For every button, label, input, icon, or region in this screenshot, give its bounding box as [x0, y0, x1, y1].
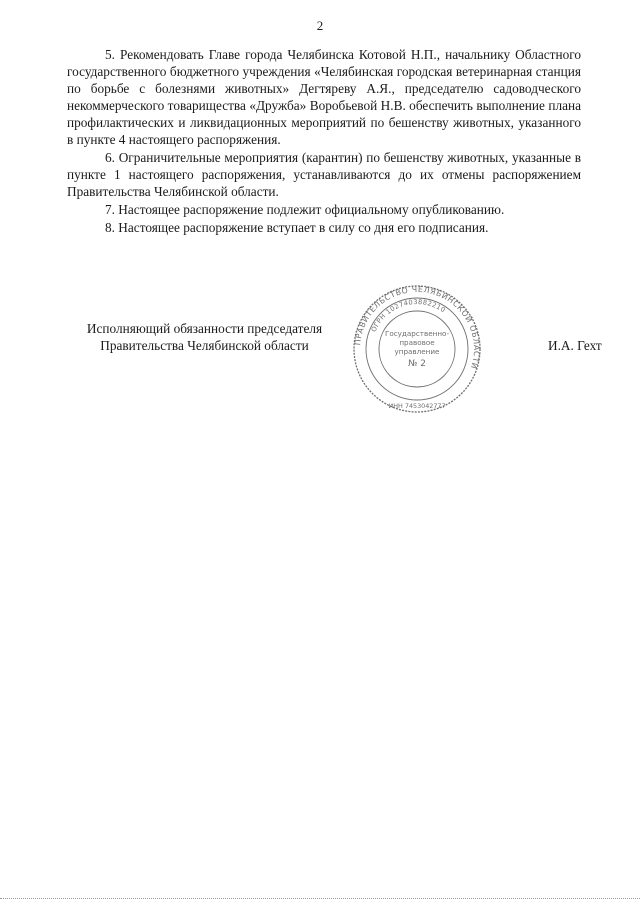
seal-center-line-4: № 2	[408, 359, 426, 369]
signer-title-line-2: Правительства Челябинской области	[100, 338, 309, 353]
scan-edge-line	[0, 898, 640, 899]
paragraph-5: 5. Рекомендовать Главе города Челябинска Котовой Н.П., начальнику Областного государственного бюджетного учреждения «Челябинская городская ветеринарная станция по борьбе с болезнями животных» Дегтяреву А.Я., председателю садоводческого некоммерческого товарищества «Дружба» Воробьевой Н.В. обеспечить выполнение плана профилактических и ликвидационных мероприятий по бешенству животных, указанного в пункте 4 настоящего распоряжения.	[67, 47, 581, 147]
seal-bottom-text: ИНН 7453042777	[388, 402, 446, 410]
seal-inner-text: ОГРН 1027403882210	[369, 297, 448, 334]
paragraph-6: 6. Ограничительные мероприятия (карантин) по бешенству животных, указанные в пункте 1 настоящего распоряжения, устанавливаются до их отмены распоряжением Правительства Челябинской области.	[67, 150, 581, 199]
page-number: 2	[316, 18, 324, 33]
signer-name: И.А. Гехт	[548, 338, 602, 353]
seal-outer-text: ПРАВИТЕЛЬСТВО ЧЕЛЯБИНСКОЙ ОБЛАСТИ	[353, 284, 482, 371]
paragraph-8: 8. Настоящее распоряжение вступает в силу со дня его подписания.	[105, 220, 489, 235]
official-seal	[352, 284, 482, 414]
seal-center-line-1: Государственно-	[384, 329, 450, 338]
seal-center-line-3: управление	[394, 347, 440, 356]
signer-position	[67, 320, 342, 354]
document-body	[67, 46, 581, 237]
seal-center-line-2: правовое	[399, 338, 435, 347]
signer-title-line-1: Исполняющий обязанности председателя	[86, 321, 323, 336]
paragraph-7: 7. Настоящее распоряжение подлежит официальному опубликованию.	[105, 202, 505, 217]
